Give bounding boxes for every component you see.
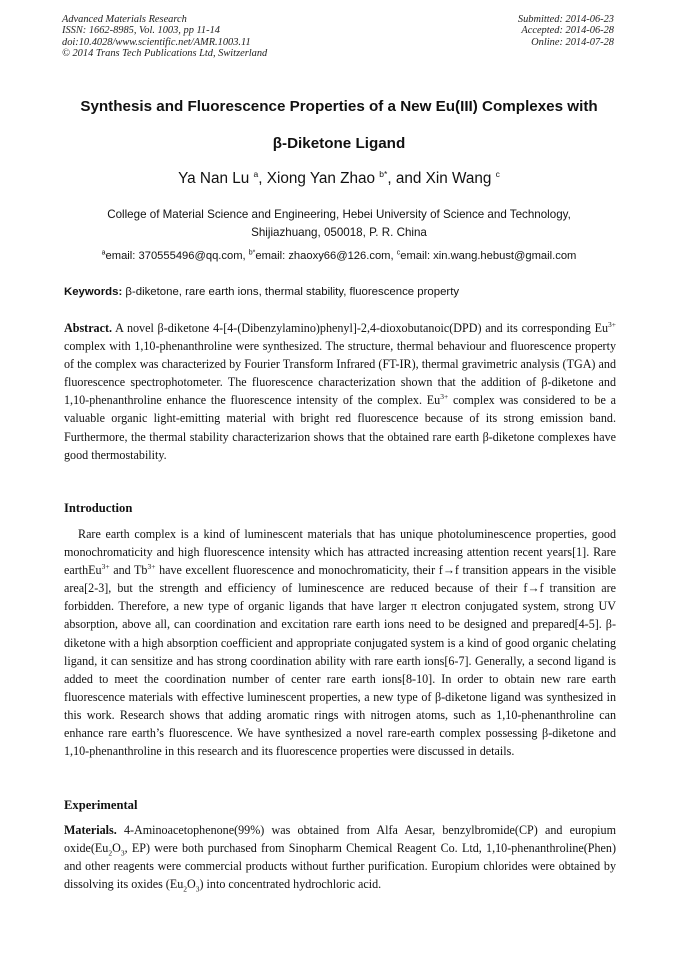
subscript: 3 xyxy=(120,848,125,858)
author-affiliation-mark: c xyxy=(495,168,500,179)
email-text[interactable]: email: zhaoxy66@126.com, xyxy=(255,250,397,262)
author-list xyxy=(40,169,638,189)
materials-text: 4-Aminoacetophenone(99%) was obtained from Alfa Aesar, benzylbromide(CP) and europium oxide(Eu xyxy=(64,823,616,856)
paper-title-line1: Synthesis and Fluorescence Properties of a New Eu(III) Complexes with xyxy=(80,98,598,115)
abstract-text: A novel β-diketone 4-[4-(Dibenzylamino)phenyl]-2,4-dioxobutanoic(DPD) and its corresponding Eu xyxy=(112,321,609,335)
intro-text: and Tb xyxy=(109,563,148,578)
author-emails xyxy=(40,248,638,264)
abstract-paragraph xyxy=(64,319,616,464)
paper-title xyxy=(40,88,638,162)
journal-copyright: © 2014 Trans Tech Publications Ltd, Switzerland xyxy=(62,48,268,60)
keywords-section xyxy=(64,284,616,300)
author-affiliation-mark: b* xyxy=(379,168,388,179)
affiliation-line1: College of Material Science and Engineering, Hebei University of Science and Technology, xyxy=(107,208,571,221)
keywords-label: Keywords: xyxy=(64,286,123,298)
intro-text: Rare earth complex is a kind of luminescent materials that has unique photoluminescence properties, good monochromaticity and high fluorescence intensity which has attracted increasing attention recent years[1]. Rare earthEu xyxy=(64,527,616,578)
introduction-paragraph xyxy=(64,525,616,760)
email-text[interactable]: email: xin.wang.hebust@gmail.com xyxy=(400,250,577,262)
subscript: 3 xyxy=(195,884,200,894)
abstract-text: complex with 1,10-phenanthroline were synthesized. The structure, thermal behaviour and fluorescence property of the complex was characterized by Fourier Transform Infrared (FT-IR), thermal gravimetric analysis (TGA) and fluorescence spectrophotometer. The fluorescence characterization shown that the addition of β-diketone and 1,10-phenanthroline enhance the fluorescence intensity of the complex. Eu xyxy=(64,339,616,408)
online-date: Online: 2014-07-28 xyxy=(531,36,614,48)
email-text[interactable]: email: 370555496@qq.com, xyxy=(105,250,249,262)
email-mark: c xyxy=(396,249,401,257)
journal-header-right xyxy=(518,14,614,48)
email-mark: b* xyxy=(248,249,256,257)
journal-header-left xyxy=(62,14,267,60)
materials-label: Materials. xyxy=(64,823,117,837)
abstract-text: complex was considered to be a valuable organic light-emitting material with bright red fluorescence because of its strong emission band. Furthermore, the thermal stability characterizarion shows that the obtained rare earth β-diketone complexes have good thermostability. xyxy=(64,393,616,462)
affiliation xyxy=(40,206,638,241)
intro-text: have excellent fluorescence and monochromaticity, their f→f transition appears in the visible area[2-3], but the strength and efficiency of luminescence are reduced because of their f→f transition are forbidden. Therefore, a new type of organic ligands that have larger π electron conjugated system, strong UV absorption, above all, can coordination and excitation rare earth ions need to be designed and prepared[4-5]. β-diketone with a high absorption coefficient and appropriate conjugated system is a kind of good organic chelating ligand, it can sensitize and has strong coordination ability with rare earth ions[6-7]. Generally, a second ligand is added to meet the coordination number of center rare earth ions[8-10]. In order to obtain new rare earth fluorescence materials with effective luminescent properties, a new type of β-diketone ligand was synthesized in this work. Research shows that adding aromatic rings with nitrogen atoms, such as 1,10-phenanthroline can enhance rare earth’s fluorescence. We have synthesized a novel rare-earth complex possessing β-diketone and 1,10-phenanthroline in this research and its fluorescence properties were discussed in details. xyxy=(64,563,616,759)
paper-title-line2: β-Diketone Ligand xyxy=(272,135,406,152)
affiliation-line2: Shijiazhuang, 050018, P. R. China xyxy=(251,225,427,239)
materials-text: , EP) were both purchased from Sinopharm Chemical Reagent Co. Ltd, 1,10-phenanthroline(Phen) and other reagents were commercial products without further purification. Europium chlorides were obtained by dissolving its oxides (Eu xyxy=(64,841,616,892)
journal-issn: ISSN: 1662-8985, Vol. 1003, pp 11-14 xyxy=(62,25,220,37)
superscript: 3+ xyxy=(608,319,616,329)
materials-text: ) into concentrated hydrochloric acid. xyxy=(199,877,382,892)
author-name: , Xiong Yan Zhao xyxy=(258,170,376,187)
subscript: 2 xyxy=(108,848,113,858)
experimental-heading: Experimental xyxy=(64,798,138,812)
superscript: 3+ xyxy=(101,562,110,572)
superscript: 3+ xyxy=(147,562,156,572)
email-mark: a xyxy=(101,249,106,257)
accepted-date: Accepted: 2014-06-28 xyxy=(521,25,614,37)
materials-paragraph xyxy=(64,821,616,893)
journal-name: Advanced Materials Research xyxy=(62,14,187,25)
author-name: Ya Nan Lu xyxy=(178,170,250,187)
superscript: 3+ xyxy=(440,392,449,402)
materials-text: O xyxy=(112,841,121,856)
abstract-label: Abstract. xyxy=(64,321,113,335)
submitted-date: Submitted: 2014-06-23 xyxy=(517,14,614,25)
author-name: , and Xin Wang xyxy=(387,170,492,187)
journal-doi[interactable]: doi:10.4028/www.scientific.net/AMR.1003.11 xyxy=(62,36,251,48)
keywords-text: β-diketone, rare earth ions, thermal stability, fluorescence property xyxy=(122,286,460,298)
materials-text: O xyxy=(187,877,196,892)
author-affiliation-mark: a xyxy=(253,168,259,179)
introduction-heading: Introduction xyxy=(64,501,133,515)
subscript: 2 xyxy=(183,884,188,894)
